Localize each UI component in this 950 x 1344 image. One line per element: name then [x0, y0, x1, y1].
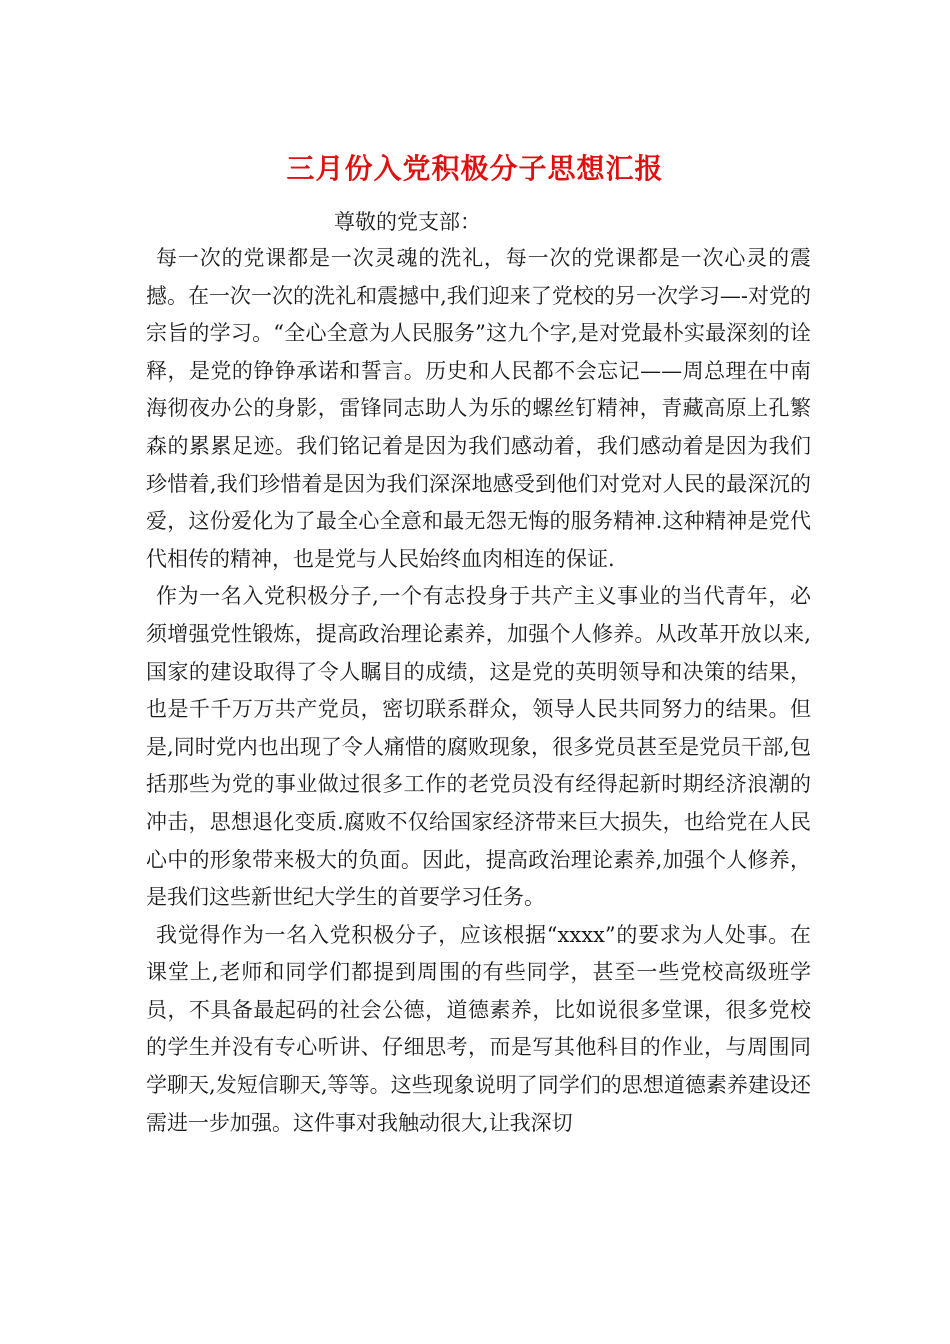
salutation: 尊敬的党支部：: [334, 210, 481, 234]
paragraph-2: 作为一名入党积极分子,一个有志投身于共产主义事业的当代青年，必须增强党性锻炼，提高政治理论素养，加强个人修养。从改革开放以来,国家的建设取得了令人瞩目的成绩，这是党的英明领导和决策的结果，也是千千万万共产党员，密切联系群众，领导人民共同努力的结果。但是,同时党内也出现了令人痛惜的腐败现象，很多党员甚至是党员干部,包括那些为党的事业做过很多工作的老党员没有经得起新时期经济浪潮的冲击，思想退化变质.腐败不仅给国家经济带来巨大损失，也给党在人民心中的形象带来极大的负面。因此，提高政治理论素养,加强个人修养，是我们这些新世纪大学生的首要学习任务。: [146, 584, 811, 910]
paragraph-3: 我觉得作为一名入党积极分子，应该根据“xxxx”的要求为人处事。在课堂上,老师和同学们都提到周围的有些同学，甚至一些党校高级班学员，不具备最起码的社会公德，道德素养，比如说很多堂课，很多党校的学生并没有专心听讲、仔细思考，而是写其他科目的作业，与周围同学聊天,发短信聊天,等等。这些现象说明了同学们的思想道德素养建设还需进一步加强。这件事对我触动很大,让我深切: [146, 922, 811, 1135]
document-title: 三月份入党积极分子思想汇报: [286, 151, 664, 185]
paragraph-1: 每一次的党课都是一次灵魂的洗礼，每一次的党课都是一次心灵的震撼。在一次一次的洗礼和震撼中,我们迎来了党校的另一次学习—-对党的宗旨的学习。“全心全意为人民服务”这九个字,是对党最朴实最深刻的诠释，是党的铮铮承诺和誓言。历史和人民都不会忘记——周总理在中南海彻夜办公的身影，雷锋同志助人为乐的螺丝钉精神，青藏高原上孔繁森的累累足迹。我们铭记着是因为我们感动着，我们感动着是因为我们珍惜着,我们珍惜着是因为我们深深地感受到他们对党对人民的最深沉的爱，这份爱化为了最全心全意和最无怨无悔的服务精神.这种精神是党代代相传的精神，也是党与人民始终血肉相连的保证.: [146, 246, 811, 571]
document-body: [146, 240, 811, 1142]
